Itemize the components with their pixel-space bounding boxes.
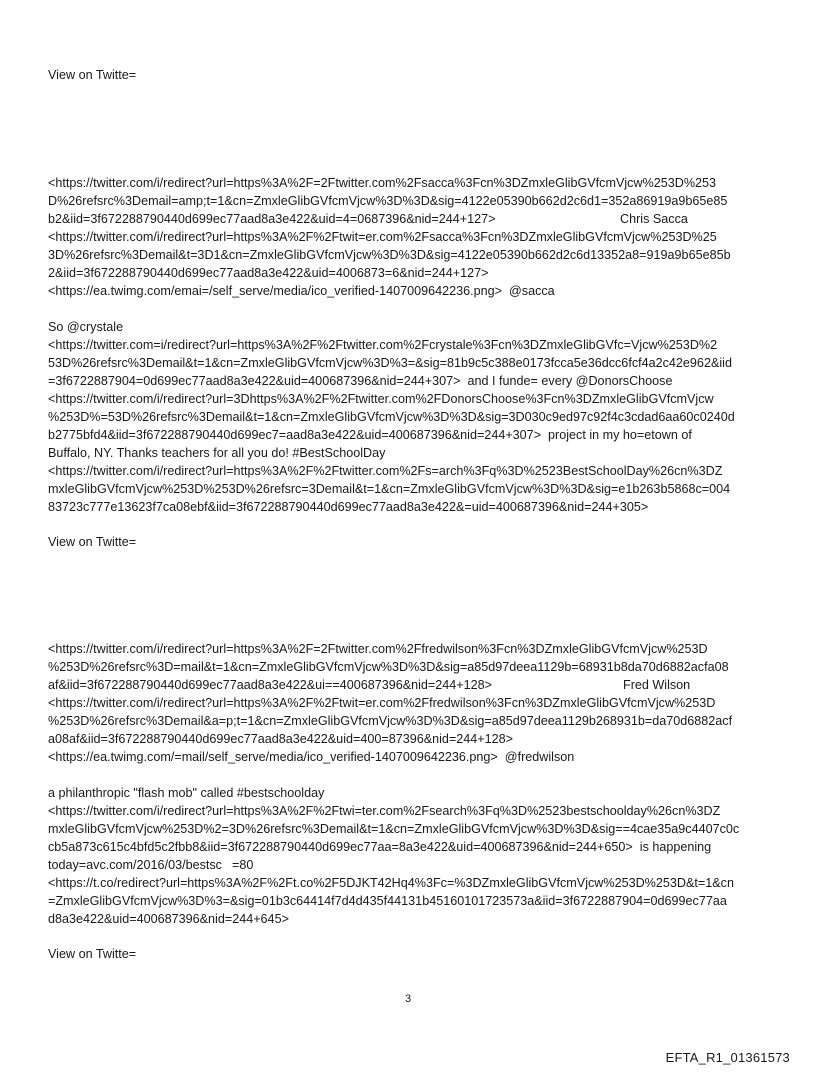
tweet-line[interactable]: <https://twitter.com/i/redirect?url=https%3A%2F%2Ftwitter.com%2Fs=arch%3Fq%3D%2523BestSchoolDay%26cn%3DZ [48, 464, 723, 478]
author-name: Fred Wilson [623, 678, 691, 692]
url-line[interactable]: b2&iid=3f672288790440d699ec77aad8a3e422&uid=4=0687396&nid=244+127> Chris Sacca [48, 212, 688, 226]
tweet-line[interactable]: <https://twitter.com/i/redirect?url=https%3A%2F%2Ftwi=ter.com%2Fsearch%3Fq%3D%2523bestschoolday%26cn%3DZ [48, 804, 721, 818]
verified-icon-line[interactable]: <https://ea.twimg.com/=mail/self_serve/media/ico_verified-1407009642236.png> @fredwilson [48, 750, 575, 764]
tweet-line[interactable]: mxleGlibGVfcmVjcw%253D%2=3D%26refsrc%3Demail&t=1&cn=ZmxleGlibGVfcmVjcw%3D%3D&sig==4cae35a9c4407c0c [48, 822, 740, 836]
tweet-line[interactable]: %253D%=53D%26refsrc%3Demail&t=1&cn=ZmxleGlibGVfcmVjcw%3D%3D&sig=3D030c9ed97c92f4c3cdad6aa60c0240d [48, 410, 735, 424]
url-line[interactable]: %253D%26refsrc%3D=mail&t=1&cn=ZmxleGlibGVfcmVjcw%3D%3D&sig=a85d97deea1129b=68931b8da70d6882acfa08 [48, 660, 729, 674]
tweet-line: So @crystale [48, 320, 124, 334]
tweet-line[interactable]: today=avc.com/2016/03/bestsc=80 [48, 858, 264, 872]
tweet-line: Buffalo, NY. Thanks teachers for all you do! #BestSchoolDay [48, 446, 386, 460]
tweet-line[interactable]: d8a3e422&uid=400687396&nid=244+645> [48, 912, 289, 926]
view-on-twitter-link[interactable]: View on Twitte= [48, 68, 137, 82]
url-line[interactable]: 2&iid=3f672288790440d699ec77aad8a3e422&uid=4006873=6&nid=244+127> [48, 266, 489, 280]
profile-link-block [48, 174, 772, 300]
url-line[interactable]: D%26refsrc%3Demail=amp;t=1&cn=ZmxleGlibGVfcmVjcw%3D%3D&sig=4122e05390b662d2c6d1=352a86919a9b65e85 [48, 194, 728, 208]
url-line[interactable]: <https://twitter.com/i/redirect?url=https%3A%2F%2Ftwit=er.com%2Ffredwilson%3Fcn%3DZmxleGlibGVfcmVjcw%253D [48, 696, 716, 710]
url-line[interactable]: <https://twitter.com/i/redirect?url=https%3A%2F=2Ftwitter.com%2Fsacca%3Fcn%3DZmxleGlibGVfcmVjcw%253D%253 [48, 176, 717, 190]
url-line[interactable]: 3D%26refsrc%3Demail&t=3D1&cn=ZmxleGlibGVfcmVjcw%3D%3D&sig=4122e05390b662d2c6d13352a8=919a9b65e85b [48, 248, 731, 262]
url-line[interactable]: %253D%26refsrc%3Demail&a=p;t=1&cn=ZmxleGlibGVfcmVjcw%3D%3D&sig=a85d97deea1129b268931b=da70d6882acf [48, 714, 733, 728]
url-line[interactable]: af&iid=3f672288790440d699ec77aad8a3e422&ui==400687396&nid=244+128> Fred Wilson [48, 678, 691, 692]
document-id: EFTA_R1_01361573 [665, 1050, 790, 1065]
tweet-line[interactable]: <https://twitter.com/i/redirect?url=3Dhttps%3A%2F%2Ftwitter.com%2FDonorsChoose%3Fcn%3DZmxleGlibGVfcmVjcw [48, 392, 714, 406]
tweet-line: a philanthropic "flash mob" called #bestschoolday [48, 786, 325, 800]
profile-link-block [48, 640, 772, 766]
view-on-twitter-link[interactable]: View on Twitte= [48, 947, 137, 961]
verified-icon-line[interactable]: <https://ea.twimg.com/emai=/self_serve/media/ico_verified-1407009642236.png> @sacca [48, 284, 555, 298]
view-on-twitter-link[interactable]: View on Twitte= [48, 535, 137, 549]
tweet-line[interactable]: <https://t.co/redirect?url=https%3A%2F%2Ft.co%2F5DJKT42Hq4%3Fc=%3DZmxleGlibGVfcmVjcw%253D%253D&t=1&cn [48, 876, 734, 890]
tweet-body [48, 318, 772, 516]
tweet-line[interactable]: 83723c777e13623f7ca08ebf&iid=3f672288790440d699ec77aad8a3e422&=uid=400687396&nid=244+305> [48, 500, 649, 514]
tweet-line[interactable]: =ZmxleGlibGVfcmVjcw%3D%3=&sig=01b3c64414f7d4d435f44131b45160101723573a&iid=3f6722887904=0d699ec77aa [48, 894, 727, 908]
author-name: Chris Sacca [620, 212, 688, 226]
page-number: 3 [404, 993, 412, 1005]
url-line[interactable]: <https://twitter.com/i/redirect?url=https%3A%2F%2Ftwit=er.com%2Fsacca%3Fcn%3DZmxleGlibGVfcmVjcw%253D%25 [48, 230, 717, 244]
tweet-line[interactable]: b2775bfd4&iid=3f672288790440d699ec7=aad8a3e422&uid=400687396&nid=244+307> project in my ho=etown of [48, 428, 692, 442]
tweet-line[interactable]: mxleGlibGVfcmVjcw%253D%253D%26refsrc=3Demail&t=1&cn=ZmxleGlibGVfcmVjcw%3D%3D&sig=e1b263b5868c=004 [48, 482, 731, 496]
tweet-line[interactable]: <https://twitter.com=i/redirect?url=https%3A%2F%2Ftwitter.com%2Fcrystale%3Fcn%3DZmxleGlibGVfc=Vjcw%253D%2 [48, 338, 718, 352]
tweet-line[interactable]: 53D%26refsrc%3Demail&t=1&cn=ZmxleGlibGVfcmVjcw%3D%3=&sig=81b9c5c388e0173fcca5e36dcc6fcf4a2c42e962&iid [48, 356, 732, 370]
tweet-body [48, 784, 772, 928]
url-line[interactable]: a08af&iid=3f672288790440d699ec77aad8a3e422&uid=400=87396&nid=244+128> [48, 732, 514, 746]
tweet-line[interactable]: =3f6722887904=0d699ec77aad8a3e422&uid=400687396&nid=244+307> and I funde= every @DonorsChoose [48, 374, 673, 388]
tweet-line[interactable]: cb5a873c615c4bfd5c2fbb8&iid=3f672288790440d699ec77aa=8a3e422&uid=400687396&nid=244+650> is happening [48, 840, 712, 854]
url-line[interactable]: <https://twitter.com/i/redirect?url=https%3A%2F=2Ftwitter.com%2Ffredwilson%3Fcn%3DZmxleGlibGVfcmVjcw%253D [48, 642, 708, 656]
